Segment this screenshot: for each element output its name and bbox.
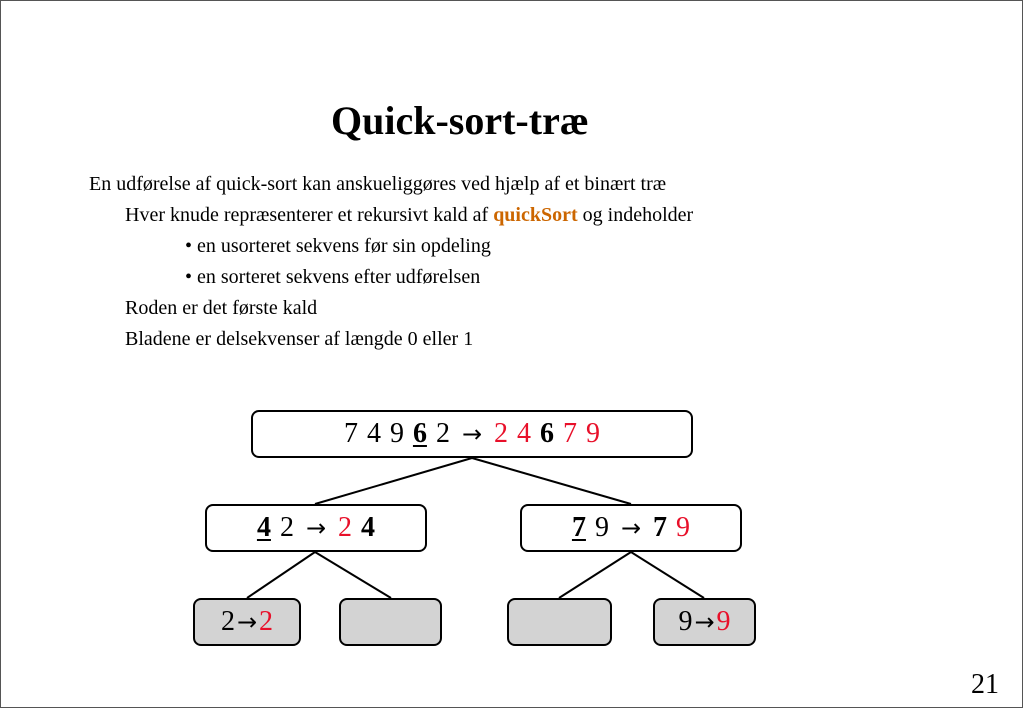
left-out-pivot: 4 <box>361 512 376 543</box>
root-out-1: 4 <box>517 418 532 449</box>
tree-leaf-left-right-empty <box>339 598 442 646</box>
leaf-ll-out: 2 <box>259 606 274 637</box>
quicksort-keyword: quickSort <box>493 204 578 226</box>
right-in-1: 9 <box>594 512 609 543</box>
leaf-rr-in: 9 <box>678 606 693 637</box>
edge-root-right <box>472 458 631 504</box>
tree-leaf-right-left-empty <box>507 598 612 646</box>
root-out-3: 7 <box>563 418 578 449</box>
arrow-icon: → <box>236 608 258 636</box>
slide-title: Quick-sort-træ <box>331 98 589 143</box>
bullet-2-pre: Hver knude repræsenterer et rekursivt kald af <box>125 204 494 226</box>
arrow-icon: → <box>620 514 642 542</box>
edge-root-left <box>315 458 472 504</box>
root-in-4: 2 <box>435 418 450 449</box>
edge-left-leaf-left <box>247 552 315 598</box>
sub-bullet-2: • en sorteret sekvens efter udførelsen <box>185 266 481 288</box>
root-in-0: 7 <box>343 418 358 449</box>
right-out-1: 9 <box>676 512 691 543</box>
tree-node-left <box>205 504 427 552</box>
left-out-0: 2 <box>338 512 353 543</box>
tree-node-right <box>520 504 742 552</box>
bullet-2-post: og indeholder <box>577 204 694 226</box>
edge-right-leaf-left <box>559 552 631 598</box>
arrow-icon: → <box>694 608 715 636</box>
page-number: 21 <box>971 669 999 700</box>
root-in-1: 4 <box>366 418 381 449</box>
tree-node-root <box>251 410 693 458</box>
right-out-pivot: 7 <box>653 512 668 543</box>
root-out-pivot: 6 <box>540 418 555 449</box>
tree-leaf-left-left <box>193 598 301 646</box>
edge-left-leaf-right <box>315 552 391 598</box>
root-out-0: 2 <box>494 418 509 449</box>
arrow-icon: → <box>305 514 327 542</box>
root-out-4: 9 <box>586 418 601 449</box>
root-in-2: 9 <box>389 418 404 449</box>
edge-right-leaf-right <box>631 552 704 598</box>
bullet-3: Roden er det første kald <box>125 297 318 319</box>
left-in-1: 2 <box>279 512 294 543</box>
bullet-1: En udførelse af quick-sort kan anskueliggøres ved hjælp af et binært træ <box>89 173 667 195</box>
tree-leaf-right-right <box>653 598 756 646</box>
bullet-4: Bladene er delsekvenser af længde 0 eller 1 <box>125 328 474 350</box>
leaf-ll-in: 2 <box>220 606 235 637</box>
arrow-icon: → <box>461 420 483 448</box>
leaf-rr-out: 9 <box>716 606 731 637</box>
sub-bullet-1: • en usorteret sekvens før sin opdeling <box>185 235 491 257</box>
left-pivot: 4 <box>256 512 271 543</box>
right-pivot: 7 <box>571 512 586 543</box>
root-pivot: 6 <box>412 418 427 449</box>
